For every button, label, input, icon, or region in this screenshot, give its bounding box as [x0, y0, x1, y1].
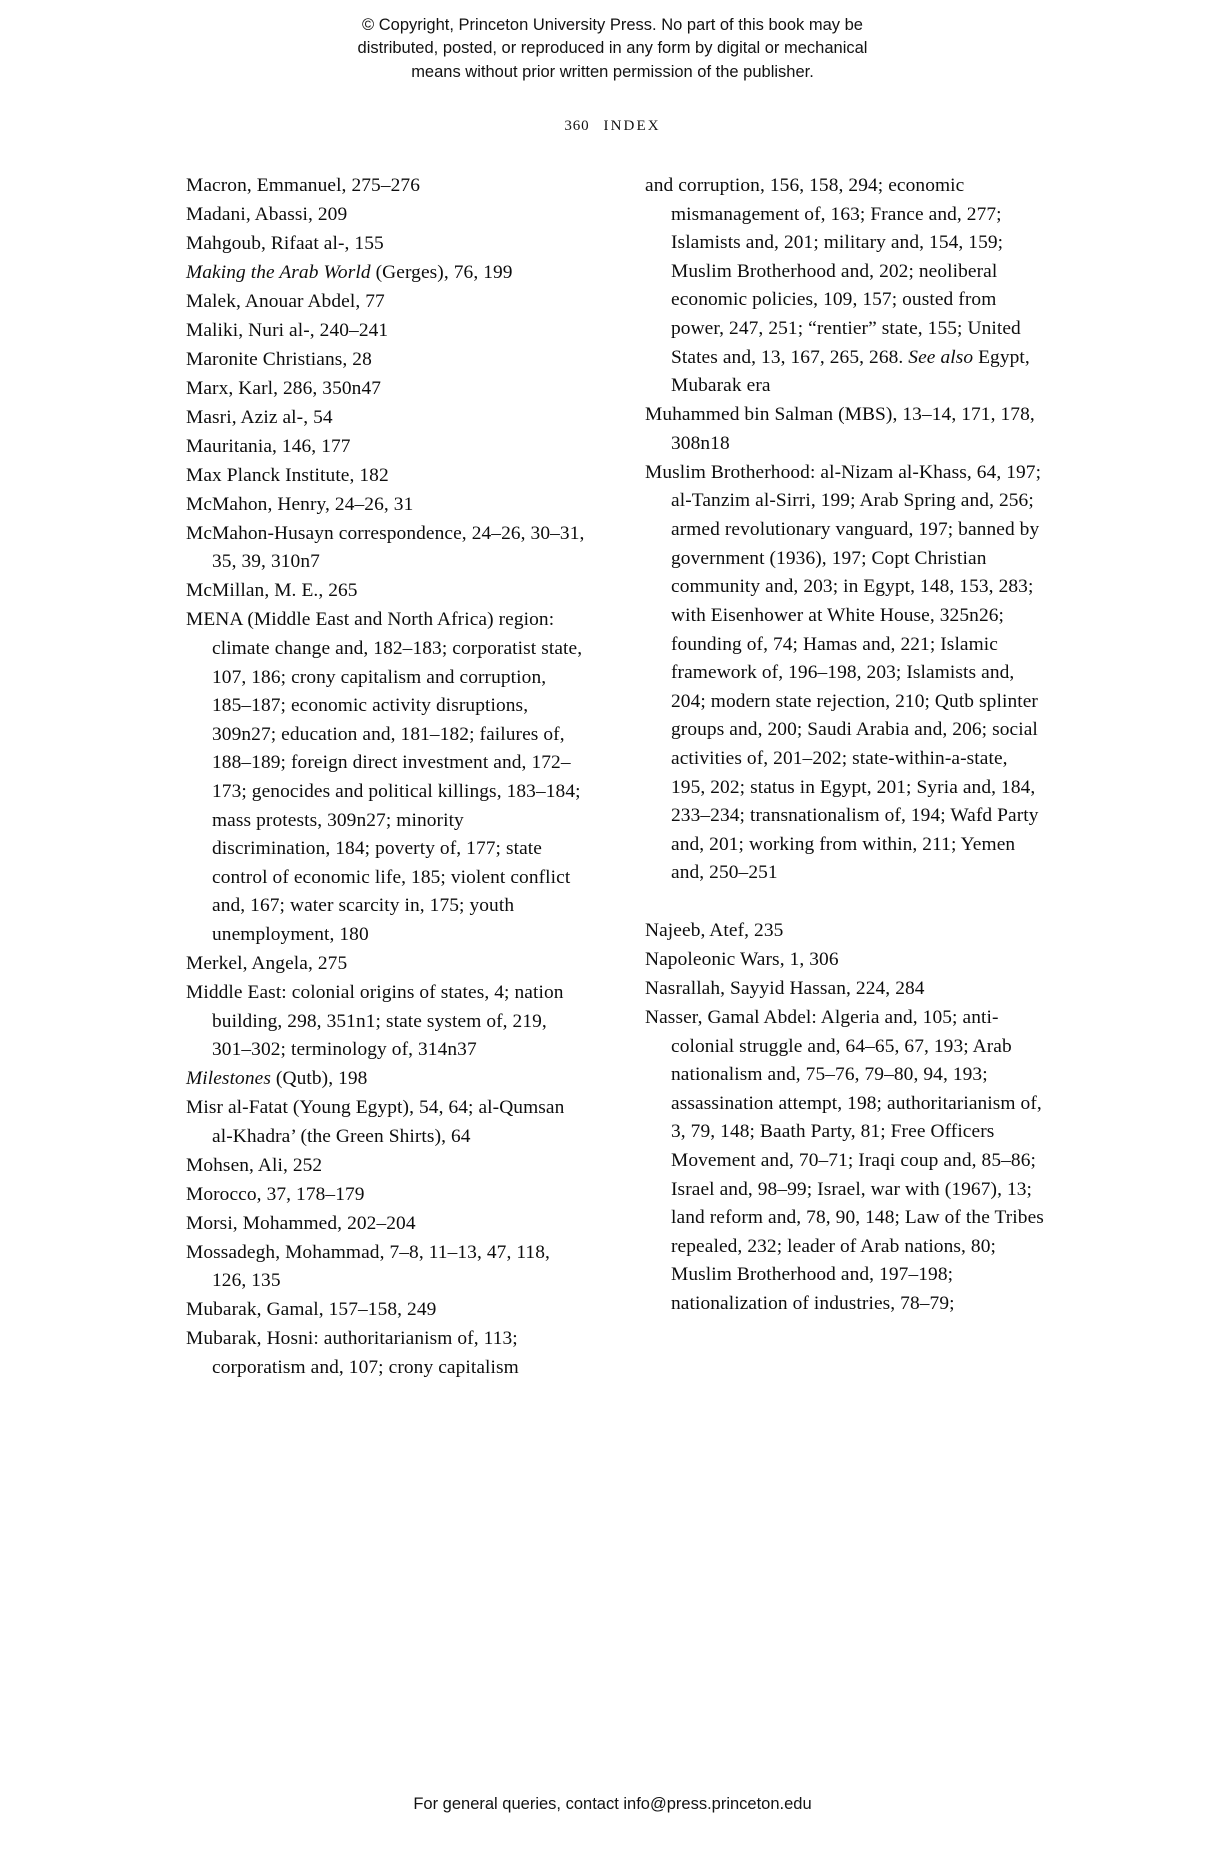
index-entry: McMahon, Henry, 24–26, 31 [186, 493, 414, 515]
copyright-line-1: © Copyright, Princeton University Press. No part of this book may be [362, 16, 863, 34]
index-entry: Nasrallah, Sayyid Hassan, 224, 284 [645, 977, 925, 999]
index-entry: Madani, Abassi, 209 [186, 203, 348, 225]
index-entry: Mossadegh, Mohammad, 7–8, 11–13, 47, 118, 126, 135 [186, 1241, 550, 1292]
index-entry: Merkel, Angela, 275 [186, 953, 348, 975]
index-entry: Nasser, Gamal Abdel: Algeria and, 105; anti-colonial struggle and, 64–65, 67, 193; Arab nationalism and, 75–76, 79–80, 94, 193; assassination attempt, 198; authoritarianism of, 3, 79, 148; Baath Party, 81; Free Officers Movement and, 70–71; Iraqi coup and, 85–86; Israel and, 98–99; Israel, war with (1967), 13; land reform and, 78, 90, 148; Law of the Tribes repealed, 232; leader of Arab nations, 80; Muslim Brotherhood and, 197–198; nationalization of industries, 78–79; [645, 1006, 1044, 1315]
index-body [186, 172, 1044, 1383]
copyright-line-2: distributed, posted, or reproduced in any form by digital or mechanical [357, 39, 868, 58]
index-entry: Morsi, Mohammed, 202–204 [186, 1212, 416, 1234]
index-entry: Morocco, 37, 178–179 [186, 1183, 365, 1205]
footer-note: For general queries, contact info@press.princeton.edu [413, 1795, 812, 1813]
index-entry: Middle East: colonial origins of states, 4; nation building, 298, 351n1; state system of, 219, 301–302; terminology of, 314n37 [186, 982, 564, 1061]
index-entry: Napoleonic Wars, 1, 306 [645, 948, 839, 970]
index-entry: Masri, Aziz al-, 54 [186, 406, 333, 428]
index-entry: Mohsen, Ali, 252 [186, 1154, 323, 1176]
index-entry: Mauritania, 146, 177 [186, 435, 351, 457]
index-column-right-block-1 [645, 172, 1044, 888]
index-entry: Muslim Brotherhood: al-Nizam al-Khass, 64, 197; al-Tanzim al-Sirri, 199; Arab Spring and, 256; armed revolutionary vanguard, 197; banned by government (1936), 197; Copt Christian community and, 203; in Egypt, 148, 153, 283; with Eisenhower at White House, 325n26; founding of, 74; Hamas and, 221; Islamic framework of, 196–198, 203; Islamists and, 204; modern state rejection, 210; Qutb splinter groups and, 200; Saudi Arabia and, 206; social activities of, 201–202; state-within-a-state, 195, 202; status in Egypt, 201; Syria and, 184, 233–234; transnationalism of, 194; Wafd Party and, 201; working from within, 211; Yemen and, 250–251 [645, 461, 1042, 884]
index-entry: Mubarak, Gamal, 157–158, 249 [186, 1299, 437, 1321]
index-entry: Maronite Christians, 28 [186, 348, 372, 370]
index-entry: Making the Arab World (Gerges), 76, 199 [186, 261, 513, 283]
index-column-right [645, 172, 1044, 1383]
page-number: 360 [564, 118, 590, 134]
index-entry: McMahon-Husayn correspondence, 24–26, 30–31, 35, 39, 310n7 [186, 522, 585, 573]
index-entry: Milestones (Qutb), 198 [186, 1068, 368, 1090]
index-entry: Malek, Anouar Abdel, 77 [186, 290, 385, 312]
index-entry: McMillan, M. E., 265 [186, 580, 358, 602]
index-entry: and corruption, 156, 158, 294; economic mismanagement of, 163; France and, 277; Islamists and, 201; military and, 154, 159; Muslim Brotherhood and, 202; neoliberal economic policies, 109, 157; ousted from power, 247, 251; “rentier” state, 155; United States and, 13, 167, 265, 268. See also Egypt, Mubarak era [645, 175, 1030, 397]
index-entry: Najeeb, Atef, 235 [645, 919, 784, 941]
index-entry: Macron, Emmanuel, 275–276 [186, 175, 420, 196]
index-entry: Mubarak, Hosni: authoritarianism of, 113; corporatism and, 107; crony capitalism [186, 1328, 519, 1378]
running-head-label: INDEX [603, 118, 661, 134]
index-column-right-block-2 [645, 917, 1044, 1319]
index-entry: Max Planck Institute, 182 [186, 464, 389, 486]
index-entry: MENA (Middle East and North Africa) region: climate change and, 182–183; corporatist state, 107, 186; crony capitalism and corruption, 185–187; economic activity disruptions, 309n27; education and, 181–182; failures of, 188–189; foreign direct investment and, 172–173; genocides and political killings, 183–184; mass protests, 309n27; minority discrimination, 184; poverty of, 177; state control of economic life, 185; violent conflict and, 167; water scarcity in, 175; youth unemployment, 180 [186, 609, 583, 946]
copyright-notice [0, 14, 1225, 84]
index-column-left [186, 172, 585, 1383]
index-entry: Misr al-Fatat (Young Egypt), 54, 64; al-Qumsan al-Khadra’ (the Green Shirts), 64 [186, 1097, 565, 1147]
index-entry: Muhammed bin Salman (MBS), 13–14, 171, 178, 308n18 [645, 404, 1035, 454]
index-entry: Mahgoub, Rifaat al-, 155 [186, 232, 384, 254]
running-head [0, 118, 1225, 135]
index-entry: Maliki, Nuri al-, 240–241 [186, 319, 389, 341]
index-entry: Marx, Karl, 286, 350n47 [186, 377, 382, 399]
copyright-line-3: means without prior written permission of the publisher. [411, 62, 814, 81]
